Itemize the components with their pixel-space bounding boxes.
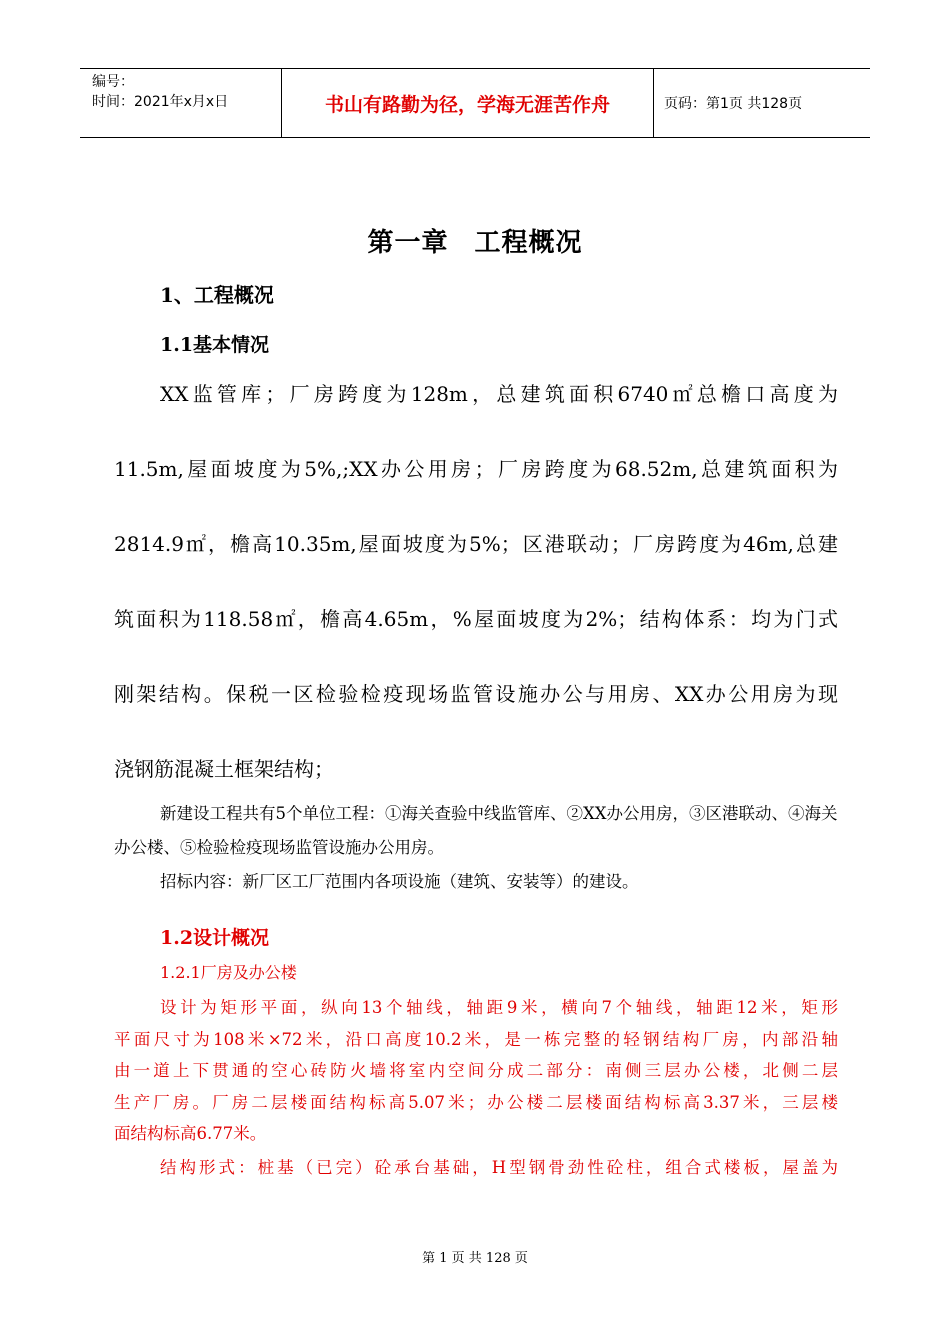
design-paragraph bbox=[114, 992, 838, 1183]
time-label: 时间：2021年x月x日 bbox=[92, 94, 229, 110]
design-line: 由一道上下贯通的空心砖防火墙将室内空间分成二部分：南侧三层办公楼，北侧二层 bbox=[114, 1061, 838, 1080]
units-paragraph bbox=[114, 797, 838, 899]
basic-info-line: 刚架结构。保税一区检验检疫现场监管设施办公与用房、XX办公用房为现 bbox=[114, 682, 838, 706]
section-1-2-heading: 1.2设计概况 bbox=[160, 927, 270, 949]
section-1-2-1-heading: 1.2.1厂房及办公楼 bbox=[160, 963, 297, 982]
basic-info-line: 2814.9㎡，檐高10.35m,屋面坡度为5%；区港联动；厂房跨度为46m,总建 bbox=[114, 532, 838, 556]
basic-info-line: XX监管库；厂房跨度为128m，总建筑面积6740㎡总檐口高度为 bbox=[160, 382, 838, 406]
section-1-heading: 1、工程概况 bbox=[160, 283, 274, 307]
basic-info-line: 11.5m,屋面坡度为5%,;XX办公用房；厂房跨度为68.52m,总建筑面积为 bbox=[114, 457, 838, 481]
page-footer: 第 1 页 共 128 页 bbox=[422, 1251, 528, 1266]
chapter-title-text: 工程概况 bbox=[474, 228, 583, 258]
design-line: 面结构标高6.77米。 bbox=[114, 1124, 267, 1143]
section-1-1-heading: 1.1基本情况 bbox=[160, 334, 270, 356]
design-line: 平面尺寸为108米×72米，沿口高度10.2米，是一栋完整的轻钢结构厂房，内部沿轴 bbox=[114, 1029, 838, 1049]
design-line: 生产厂房。厂房二层楼面结构标高5.07米；办公楼二层楼面结构标高3.37米，三层楼 bbox=[114, 1092, 838, 1112]
basic-info-line: 筑面积为118.58㎡，檐高4.65m，%屋面坡度为2%；结构体系：均为门式 bbox=[114, 607, 838, 631]
structure-text: 结构形式：桩基（已完）砼承台基础，H型钢骨劲性砼柱，组合式楼板，屋盖为 bbox=[160, 1157, 838, 1177]
basic-info-line: 浇钢筋混凝土框架结构； bbox=[114, 757, 334, 781]
header-meta bbox=[80, 69, 282, 137]
units-text: 新建设工程共有5个单位工程：①海关查验中线监管库、②XX办公用房，③区港联动、④海关办公楼、⑤检验检疫现场监管设施办公用房。 bbox=[114, 804, 838, 857]
tender-text: 招标内容：新厂区工厂范围内各项设施（建筑、安装等）的建设。 bbox=[160, 872, 639, 891]
chapter-title bbox=[0, 222, 950, 259]
number-label: 编号： bbox=[92, 74, 134, 90]
header-motto: 书山有路勤为径，学海无涯苦作舟 bbox=[282, 69, 654, 137]
document-header bbox=[80, 68, 870, 138]
header-page-info: 页码：第1页 共128页 bbox=[664, 96, 803, 112]
chapter-title-number: 第一章 bbox=[367, 228, 449, 258]
design-line: 设计为矩形平面，纵向13个轴线，轴距9米，横向7个轴线，轴距12米，矩形 bbox=[160, 998, 838, 1017]
